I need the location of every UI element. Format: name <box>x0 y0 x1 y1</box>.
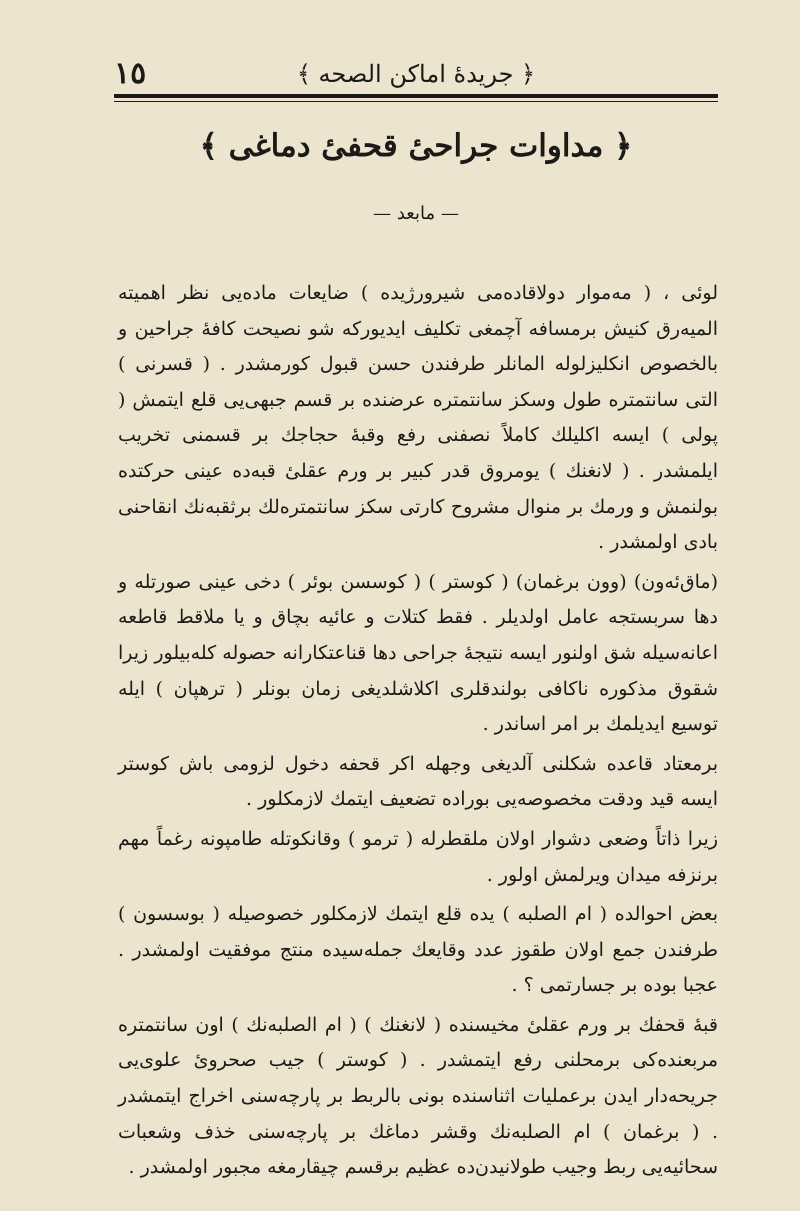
page-header <box>114 50 718 98</box>
article-title: ﴿ مداوات جراحیٔ قحفیٔ دماغی ﴾ <box>199 128 633 164</box>
paragraph: (ماق‌ئه‌ون) (وون برغمان) ( کوستر ) ( کوسسن بوئر ) دخی عینی صورتله و دها سربستجه عامل اولدیلر . فقط کتلات و عائیه بچاق و یا ملاقط قاطعه اعانه‌سیله شق اولنور ایسه نتیجهٔ جراحی دها قناعتکارانه حصوله‌ کله‌بیلور زیرا شقوق مذکوره ناکافی بولندقلری اکلاشلدیغی زمان بونلر ( ترهپان ) ایله توسیع ایدیلمك بر امر اساندر . <box>118 570 718 736</box>
running-title: ﴿ جريدهٔ اماكن الصحه ﴾ <box>296 60 536 88</box>
header-rule-thick <box>114 94 718 98</box>
paragraph: قبهٔ قحفك بر ورم عقلیٔ مخیسنده ( لانغنك ) ( ام الصلبه‌نك ) اون سانتمتره مربعنده‌کی برمحلنی رفع ایتمشدر . ( کوستر ) جیب صحرویٔ علوی‌یی جریحه‌دار ایدن برعملیات اثناسنده بونی بالربط بر پارچه‌سنی اخراج ایتمشدر . ( برغمان ) ام الصلبه‌نك وقشر دماغك بر پارچه‌سنی خذف وشعبات سحائیه‌یی ربط وجیب طولانیدن‌ده عظیم برقسم چیقارمغه مجبور اولمشدر . <box>118 1013 718 1179</box>
page-number: ١٥ <box>114 56 147 91</box>
article-body <box>118 276 718 1190</box>
paragraph: لوئی ، ( مه‌موار دولاقاده‌می شیرورژیده ) ضایعات ماده‌یی نظر اهمیته المیه‌رق کنیش برمسافه آچمغی تکلیف ایدیورکه شو نصیحت کافهٔ جراحین و بالخصوص انکلیزلوله المانلر طرفندن حسن قبول کورمشدر . ( قسرنی ) التی سانتمتره طول وسکز سانتمتره عرضنده بر قسم جبهی‌یی قلع ایتمش ( پولی ) ایسه اکلیلك کاملاً نصفنی رفع وقبهٔ حجاجك بر قسمنی تخریب ایلمشدر . ( لانغنك ) یومروق قدر کبیر بر ورم عقلیٔ قبه‌ده عینی حرکتده بولنمش و ورمك بر منوال مشروح کارتی سکز سانتمتره‌لك برثقبه‌نك انقاحنی بادی اولمشدر . <box>118 282 718 554</box>
header-rule-thin <box>114 101 718 102</box>
paragraph: زیرا ذاتاً وضعی دشوار اولان ملقطرله ( ترمو ) وقانکوتله طامپونه رغماً مهم برنزفه میدان ویرلمش اولور . <box>118 827 718 886</box>
continued-marker: — مابعد — <box>373 203 459 224</box>
paragraph: برمعتاد قاعده شکلنی آلدیغی وجهله اکر قحفه دخول لزومی باش کوستر ایسه قید ودقت مخصوصه‌یی بوراده تضعیف ایتمك لازمکلور . <box>118 752 718 811</box>
paragraph: بعض احوالده ( ام الصلبه ) یده قلع ایتمك لازمکلور خصوصیله ( بوسسون ) طرفندن جمع اولان طقوز عدد وقایعك جمله‌سیده منتج موفقیت اولمشدر . عجبا بوده بر جسارتمی ؟ . <box>118 903 719 997</box>
